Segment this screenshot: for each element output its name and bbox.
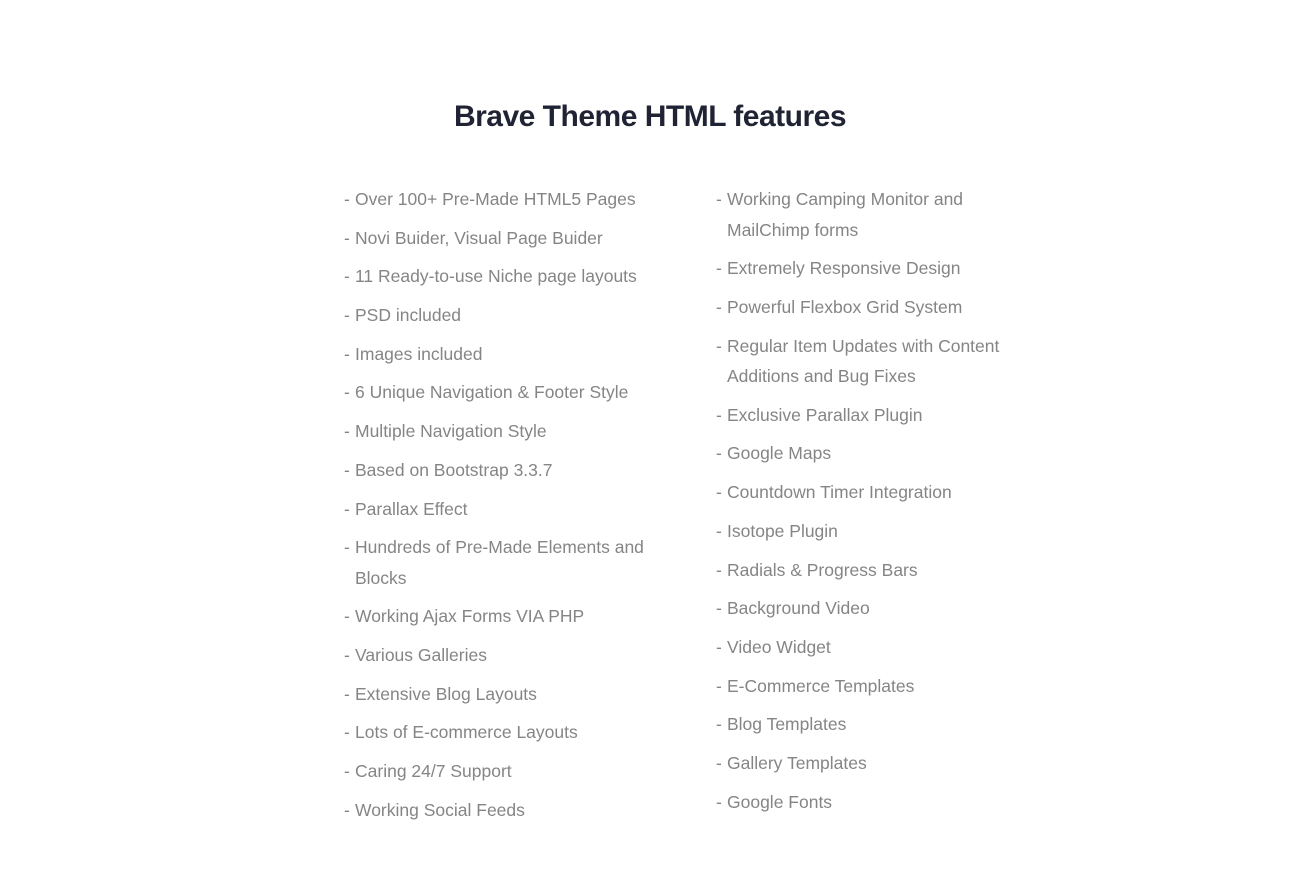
bullet-dash: - xyxy=(344,683,350,704)
feature-item xyxy=(716,709,1026,740)
feature-item xyxy=(344,339,664,370)
feature-item xyxy=(716,184,1026,245)
feature-text: E-Commerce Templates xyxy=(727,675,915,696)
bullet-dash: - xyxy=(344,266,350,287)
bullet-dash: - xyxy=(344,227,350,248)
bullet-dash: - xyxy=(716,520,722,541)
bullet-dash: - xyxy=(344,421,350,442)
feature-item xyxy=(716,477,1026,508)
feature-text: Images included xyxy=(355,343,483,364)
feature-text: Novi Buider, Visual Page Buider xyxy=(355,227,603,248)
feature-text: Parallax Effect xyxy=(355,498,468,519)
feature-text: PSD included xyxy=(355,305,462,326)
feature-text: 11 Ready-to-use Niche page layouts xyxy=(355,266,637,287)
feature-text: Caring 24/7 Support xyxy=(355,761,512,782)
feature-text: Gallery Templates xyxy=(727,752,867,773)
feature-item xyxy=(344,717,664,748)
bullet-dash: - xyxy=(344,645,350,666)
bullet-dash: - xyxy=(344,305,350,326)
bullet-dash: - xyxy=(344,382,350,403)
feature-item xyxy=(344,679,664,710)
feature-item xyxy=(716,748,1026,779)
bullet-dash: - xyxy=(344,459,350,480)
feature-item xyxy=(344,184,664,215)
bullet-dash: - xyxy=(716,675,722,696)
bullet-dash: - xyxy=(344,189,350,209)
feature-item xyxy=(716,787,1026,818)
feature-item xyxy=(344,223,664,254)
feature-text: Various Galleries xyxy=(355,645,487,666)
feature-text: Over 100+ Pre-Made HTML5 Pages xyxy=(355,189,636,209)
feature-text: Google Fonts xyxy=(727,791,833,812)
feature-text: Extensive Blog Layouts xyxy=(355,683,537,704)
feature-text: Video Widget xyxy=(727,636,831,657)
feature-item xyxy=(716,516,1026,547)
feature-item xyxy=(344,601,664,632)
feature-item xyxy=(716,253,1026,284)
bullet-dash: - xyxy=(716,443,722,464)
features-list-right xyxy=(716,184,1026,825)
feature-item xyxy=(344,377,664,408)
bullet-dash: - xyxy=(716,598,722,619)
bullet-dash: - xyxy=(716,189,722,209)
feature-text: Working Camping Monitor and MailChimp forms xyxy=(727,189,964,240)
feature-text: Blog Templates xyxy=(727,714,847,735)
feature-text: Google Maps xyxy=(727,443,832,464)
bullet-dash: - xyxy=(716,482,722,503)
bullet-dash: - xyxy=(716,752,722,773)
bullet-dash: - xyxy=(344,799,350,820)
feature-text: Hundreds of Pre-Made Elements and Blocks xyxy=(355,537,644,588)
bullet-dash: - xyxy=(716,714,722,735)
feature-text: Extremely Responsive Design xyxy=(727,258,961,279)
feature-text: Regular Item Updates with Content Additions and Bug Fixes xyxy=(727,335,1000,387)
feature-item xyxy=(344,455,664,486)
feature-text: Powerful Flexbox Grid System xyxy=(727,296,963,317)
bullet-dash: - xyxy=(344,606,350,627)
feature-text: Multiple Navigation Style xyxy=(355,421,547,442)
feature-item xyxy=(344,756,664,787)
bullet-dash: - xyxy=(716,335,722,356)
feature-item xyxy=(716,671,1026,702)
bullet-dash: - xyxy=(344,498,350,519)
feature-item xyxy=(344,532,664,593)
features-list-left xyxy=(344,184,664,834)
bullet-dash: - xyxy=(716,258,722,279)
feature-item xyxy=(344,640,664,671)
feature-item xyxy=(716,400,1026,431)
feature-text: 6 Unique Navigation & Footer Style xyxy=(355,382,629,403)
feature-item xyxy=(716,632,1026,663)
bullet-dash: - xyxy=(716,404,722,425)
feature-text: Working Social Feeds xyxy=(355,799,525,820)
feature-item xyxy=(716,331,1026,392)
feature-text: Working Ajax Forms VIA PHP xyxy=(355,606,585,627)
feature-item xyxy=(716,555,1026,586)
bullet-dash: - xyxy=(716,559,722,580)
bullet-dash: - xyxy=(716,636,722,657)
feature-item xyxy=(344,416,664,447)
feature-text: Based on Bootstrap 3.3.7 xyxy=(355,459,553,480)
bullet-dash: - xyxy=(716,791,722,812)
feature-text: Countdown Timer Integration xyxy=(727,482,952,503)
bullet-dash: - xyxy=(344,722,350,743)
feature-item xyxy=(716,292,1026,323)
bullet-dash: - xyxy=(344,761,350,782)
bullet-dash: - xyxy=(716,296,722,317)
feature-text: Background Video xyxy=(727,598,870,619)
section-title: Brave Theme HTML features xyxy=(453,100,847,133)
bullet-dash: - xyxy=(344,343,350,364)
feature-text: Exclusive Parallax Plugin xyxy=(727,404,923,425)
feature-item xyxy=(344,261,664,292)
feature-text: Radials & Progress Bars xyxy=(727,559,918,580)
bullet-dash: - xyxy=(344,537,350,558)
feature-item xyxy=(344,300,664,331)
feature-item xyxy=(716,593,1026,624)
feature-text: Isotope Plugin xyxy=(727,520,838,541)
feature-item xyxy=(344,795,664,826)
feature-text: Lots of E-commerce Layouts xyxy=(355,722,578,743)
feature-item xyxy=(716,438,1026,469)
feature-item xyxy=(344,494,664,525)
